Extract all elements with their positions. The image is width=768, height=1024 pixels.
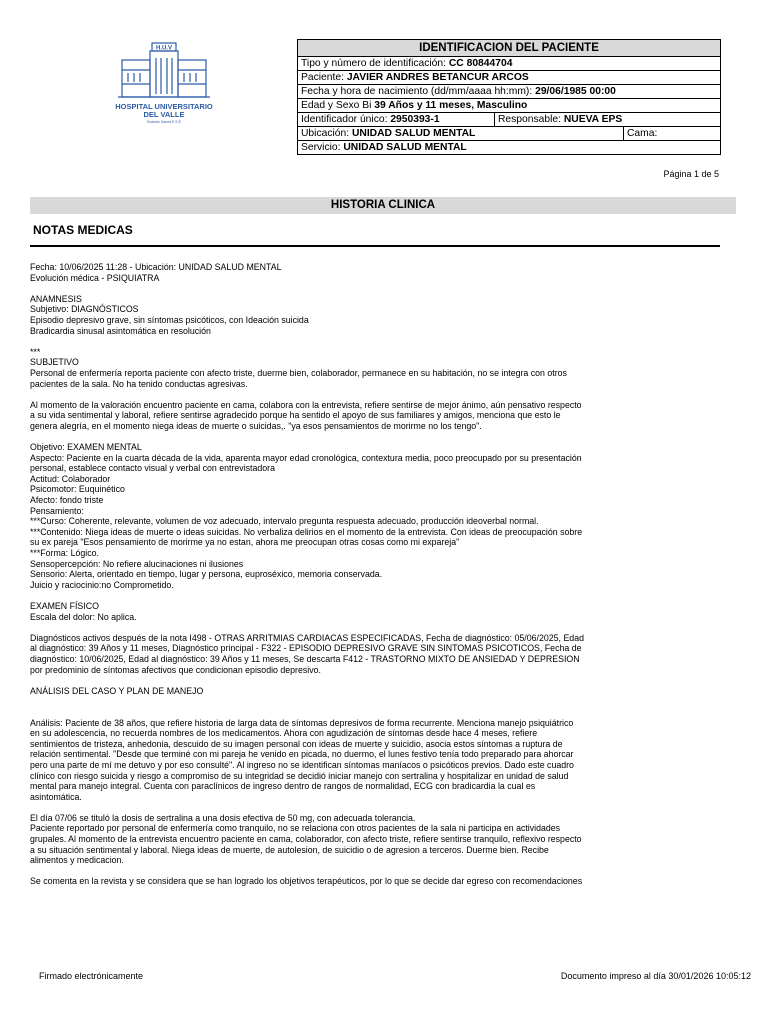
location-value: UNIDAD SALUD MENTAL xyxy=(351,128,476,139)
note-line: Aspecto: Paciente en la cuarta década de la vida, aparenta mayor edad cronológica, contextura media, poco preocupado por su presentación xyxy=(30,452,582,463)
note-line: Personal de enfermería reporta paciente con afecto triste, duerme bien, colaborador, permanece en su habitación, no se integra con otros xyxy=(30,367,567,378)
note-line xyxy=(30,707,724,718)
uid-label: Identificador único: xyxy=(301,114,388,125)
note-line: ANAMNESIS xyxy=(30,293,82,304)
note-line: ***Contenido: Niega ideas de muerte o ideas suicidas. No verbaliza delirios en el momento de la entrevista. Con ideas de preocupación sobre xyxy=(30,526,583,537)
age-row xyxy=(298,99,721,113)
age-label: Edad y Sexo Bi xyxy=(301,100,372,111)
note-line: Escala del dolor: No aplica. xyxy=(30,611,137,622)
note-line xyxy=(30,675,724,686)
note-line xyxy=(30,622,724,633)
note-line: Evolución médica - PSIQUIATRA xyxy=(30,272,160,283)
footer-signed: Firmado electrónicamente xyxy=(39,971,144,981)
note-line xyxy=(30,283,724,294)
note-line: ANÁLISIS DEL CASO Y PLAN DE MANEJO xyxy=(30,685,204,696)
note-line xyxy=(30,389,724,400)
hospital-logo xyxy=(104,40,224,122)
note-line: diagnóstico: 10/06/2025, Edad al diagnóstico: 39 Años y 11 meses, Se descarta F412 - TRASTORNO MIXTO DE ANSIEDAD Y DEPRESION xyxy=(30,653,580,664)
note-line: en su adolescencia, no recuerda nombres de los medicamentos. Ahora con agudización de síntomas desde hace 4 meses, refiere xyxy=(30,728,538,739)
note-line: Paciente reportado por personal de enfermería como tranquilo, no se relaciona con otros pacientes de la sala ni participa en actividades xyxy=(30,823,561,834)
note-line: relación sentimental. "Desde que terminé con mi pareja he venido en picada, no duermo, el lunes festivo tenía todo preparado para ahorcar xyxy=(30,749,574,760)
logo-name-line2: DEL VALLE xyxy=(143,110,185,119)
note-line xyxy=(30,336,724,347)
id-row xyxy=(298,57,721,71)
note-body xyxy=(30,262,724,887)
responsible-value: NUEVA EPS xyxy=(563,114,623,125)
note-line: Sensopercepción: No refiere alucinaciones ni ilusiones xyxy=(30,558,244,569)
patient-name: JAVIER ANDRES BETANCUR ARCOS xyxy=(346,72,529,83)
note-line xyxy=(30,432,724,443)
note-line: Al momento de la valoración encuentro paciente en cama, colabora con la entrevista, refiere sentirse de mejor ánimo, aún pensativo respecto xyxy=(30,399,582,410)
subsection-title: NOTAS MEDICAS xyxy=(33,223,133,237)
logo-name-line1: HOSPITAL UNIVERSITARIO xyxy=(115,102,213,111)
note-line: genera alegría, en el momento niega ideas de muerte o suicidas,. "ya esos pensamientos de morirme no los tengo". xyxy=(30,420,482,431)
footer-printed: Documento impreso al día 30/01/2026 10:05:12 xyxy=(560,971,751,981)
birth-row xyxy=(298,85,721,99)
bed-cell xyxy=(624,127,721,141)
note-line: Análisis: Paciente de 38 años, que refiere historia de larga data de síntomas depresivos de forma recurrente. Menciona manejo psiquiátrico xyxy=(30,717,574,728)
note-line: grupales. Al momento de la entrevista encuentro paciente en cama, colaborador, con afecto triste, refiere sentirse tranquilo, reflexivo respecto xyxy=(30,834,582,845)
id-label: Tipo y número de identificación: xyxy=(301,58,446,69)
birth-value: 29/06/1985 00:00 xyxy=(535,86,616,97)
note-line: Fecha: 10/06/2025 11:28 - Ubicación: UNIDAD SALUD MENTAL xyxy=(30,262,282,272)
section-title: HISTORIA CLINICA xyxy=(30,197,736,214)
note-line: Pensamiento: xyxy=(30,505,84,516)
age-value: 39 Años y 11 meses, Masculino xyxy=(374,100,528,111)
service-value: UNIDAD SALUD MENTAL xyxy=(343,142,467,153)
location-cell xyxy=(298,127,624,141)
note-line: Afecto: fondo triste xyxy=(30,495,104,506)
uid-value: 2950393-1 xyxy=(390,114,440,125)
note-line: pacientes de la sala. No ha tenido conductas agresivas. xyxy=(30,378,248,389)
note-line: sentimientos de tristeza, anhedonia, descuido de su imagen personal con ideas de muerte y suicidio, asocia estos síntomas a ruptura de xyxy=(30,738,563,749)
note-line: ***Forma: Lógico. xyxy=(30,548,99,559)
note-line: Actitud: Colaborador xyxy=(30,473,111,484)
id-value: CC 80844704 xyxy=(448,58,513,69)
note-line: Sensorio: Alerta, orientado en tiempo, lugar y persona, euproséxico, memoria conservada. xyxy=(30,569,383,580)
note-line: SUBJETIVO xyxy=(30,357,79,368)
note-line: a su situación sentimental y laboral. Niega ideas de muerte, de autolesion, de suicidio o de agresion a terceros. Duerme bien. Recibe xyxy=(30,844,549,855)
note-line: Episodio depresivo grave, sin síntomas psicóticos, con Ideación suicida xyxy=(30,314,309,325)
bed-label: Cama: xyxy=(627,128,658,139)
note-line: alimentos y medicacion. xyxy=(30,855,124,866)
logo-name-line3: Evaristo Garcia E.S.E xyxy=(147,120,181,124)
note-line: Objetivo: EXAMEN MENTAL xyxy=(30,442,142,453)
service-row xyxy=(298,141,721,155)
note-line: *** xyxy=(30,346,41,357)
note-line: Se comenta en la revista y se considera que se han logrado los objetivos terapéuticos, por lo que se decide dar egreso con recomendaciones xyxy=(30,876,583,887)
note-line: Juicio y raciocinio:no Comprometido. xyxy=(30,579,174,590)
logo-sign: H.U.V xyxy=(155,45,173,52)
note-line: su ex pareja "Esos pensamiento de morirme ya no estan, ahora me preocupan otras cosas como mi expareja" xyxy=(30,537,460,548)
responsible-label: Responsable: xyxy=(498,114,561,125)
note-line: clínico con riesgo suicida y riesgo a compromiso de su integridad se decidió iniciar manejo con sertralina y hospitalizar en unidad de salud xyxy=(30,770,569,781)
note-line xyxy=(30,802,724,813)
uid-cell xyxy=(298,113,495,127)
page-number: Página 1 de 5 xyxy=(663,169,719,179)
note-line: Subjetivo: DIAGNÓSTICOS xyxy=(30,304,139,315)
note-line: al diagnóstico: 39 Años y 11 meses, Diagnóstico principal - F322 - EPISODIO DEPRESIVO GRAVE SIN SINTOMAS PSICOTICOS, Fecha de xyxy=(30,643,582,654)
note-line: asintomática. xyxy=(30,791,82,802)
divider xyxy=(30,245,720,247)
patient-id-title: IDENTIFICACION DEL PACIENTE xyxy=(298,40,721,57)
note-line: Psicomotor: Euquinético xyxy=(30,484,125,495)
note-line xyxy=(30,590,724,601)
service-label: Servicio: xyxy=(301,142,341,153)
note-line xyxy=(30,696,724,707)
hospital-building-icon xyxy=(116,40,212,102)
patient-label: Paciente: xyxy=(301,72,344,83)
note-line xyxy=(30,866,724,877)
note-line: a su vida sentimental y laboral, refiere sentirse agradecido porque ha sentido el apoyo de sus familiares y amigos, menciona que esto le xyxy=(30,410,561,421)
patient-id-table xyxy=(297,39,721,155)
birth-label: Fecha y hora de nacimiento (dd/mm/aaaa hh:mm): xyxy=(301,86,533,97)
location-label: Ubicación: xyxy=(301,128,350,139)
note-line: Diagnósticos activos después de la nota I498 - OTRAS ARRITMIAS CARDIACAS ESPECIFICADAS, Fecha de diagnóstico: 05/06/2025, Edad xyxy=(30,632,584,643)
note-line: Bradicardia sinusal asintomática en resolución xyxy=(30,325,211,336)
note-line: pero una parte de mí me detuvo y por eso consulté". Al ingreso no se identifican síntomas maníacos o psicóticos previos. Dado este cuadro xyxy=(30,759,574,770)
note-line: EXAMEN FÍSICO xyxy=(30,601,99,611)
note-line: mental para manejo integral. Cuenta con paraclínicos de ingreso dentro de rangos de normalidad, ECG con bradicardia la cual es xyxy=(30,781,536,792)
note-line: por predominio de síntomas afectivos que condicionan episodio depresivo. xyxy=(30,664,321,675)
patient-row xyxy=(298,71,721,85)
note-line: ***Curso: Coherente, relevante, volumen de voz adecuado, intervalo pregunta respuesta adecuado, producción ideoverbal normal. xyxy=(30,516,539,527)
note-line: personal, establece contacto visual y verbal con entrevistadora xyxy=(30,463,275,474)
note-line: El día 07/06 se tituló la dosis de sertralina a una dosis efectiva de 50 mg, con adecuada tolerancia. xyxy=(30,812,416,823)
responsible-cell xyxy=(495,113,721,127)
